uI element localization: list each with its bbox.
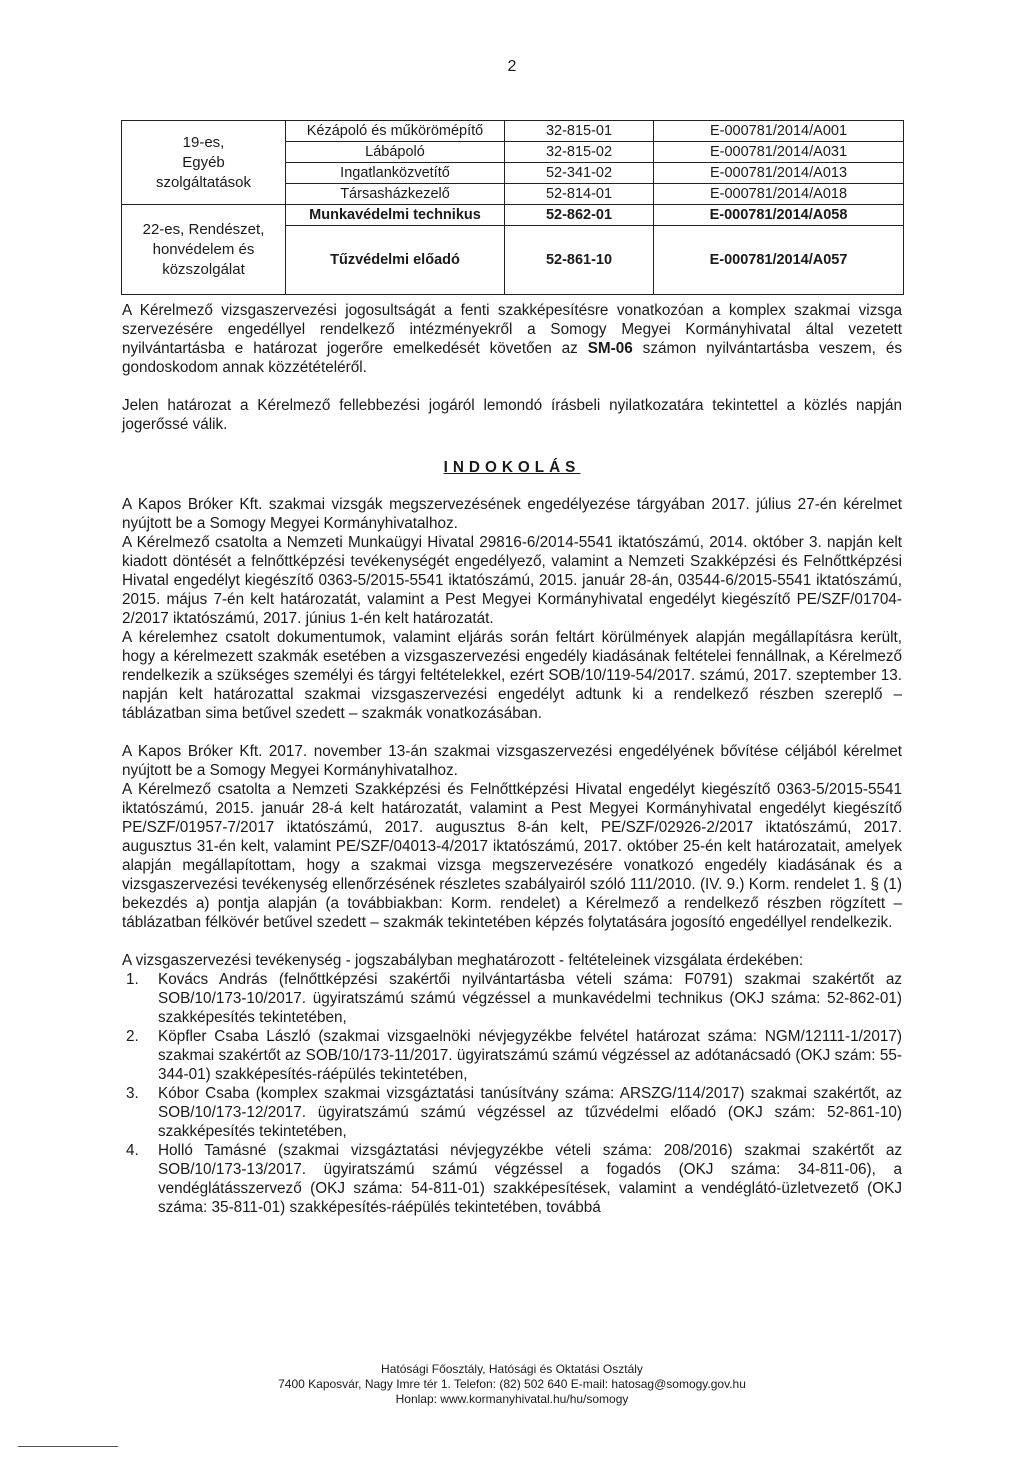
list-text: Kóbor Csaba (komplex szakmai vizsgáztatási tanúsítvány száma: ARSZG/114/2017) szakmai szakértőt, az SOB/10/173-12/2017. ügyiratszámú számú végzéssel az tűzvédelmi előadó (OKJ szám: 52-861-10) szakképesítés tekintetében, [158, 1085, 902, 1140]
footer-rule [18, 1446, 118, 1447]
qualification-name: Kézápoló és műkörömépítő [286, 121, 505, 142]
section-heading: INDOKOLÁS [443, 459, 581, 476]
okj-code: 32-815-01 [505, 121, 654, 142]
reasoning-paragraph: A Kapos Bróker Kft. szakmai vizsgák megszervezésének engedélyezése tárgyában 2017. július 27-én kérelmet nyújtott be a Somogy Megyei Kormányhivatalhoz. [122, 496, 902, 532]
registration-paragraph [122, 301, 902, 377]
page-footer [0, 1362, 1024, 1407]
qualification-table [121, 120, 904, 295]
category-line: Egyéb [182, 153, 225, 171]
footer-website: Honlap: www.kormanyhivatal.hu/hu/somogy [395, 1392, 629, 1406]
okj-code: 52-341-02 [505, 163, 654, 184]
list-text: Holló Tamásné (szakmai vizsgáztatási névjegyzékbe vételi száma: 208/2016) szakmai szakértőt az SOB/10/173-13/2017. ügyiratszámú számú végzéssel a fogadós (OKJ száma: 34-811-06), a vendéglátásszervező (OKJ száma: 54-811-01) szakképesítések, valamint a vendéglátó-üzletvezető (OKJ száma: 35-811-01) szakképesítés-ráépülés tekintetében, továbbá [158, 1142, 902, 1216]
list-intro: A vizsgaszervezési tevékenység - jogszabályban meghatározott - feltételeinek vizsgálata érdekében: [122, 952, 804, 969]
reasoning-paragraph: A Kérelmező csatolta a Nemzeti Szakképzési és Felnőttképzési Hivatal engedélyt kiegészítő 0363-5/2015-5541 iktatószámú, 2015. január 28-á kelt határozatát, valamint a Pest Megyei Kormányhivatal engedélyt kiegészítő PE/SZF/01957-7/2017 iktatószámú, 2017. augusztus 8-án kelt, PE/SZF/02926-2/2017 iktatószámú, 2017. augusztus 31-én kelt, valamint PE/SZF/04013-4/2017 iktatószámú, 2017. október 25-én kelt határozatait, amelyek alapján megállapítottam, hogy a szakmai vizsga megszervezésére vonatkozó engedély kiadásának és a vizsgaszervezési tevékenység ellenőrzésének részletes szabályairól szóló 111/2010. (IV. 9.) Korm. rendelet 1. § (1) bekezdés a) pontja alapján (a továbbiakban: Korm. rendelet) a Kérelmező a rendelkező részben rögzített – táblázatban félkövér betűvel szedett – szakmák tekintetében képzés folytatására jogosító engedéllyel rendelkezik. [122, 781, 902, 931]
finality-paragraph: Jelen határozat a Kérelmező fellebbezési jogáról lemondó írásbeli nyilatkozatára tekintettel a közlés napján jogerőssé válik. [122, 397, 902, 433]
list-number: 3. [126, 1085, 139, 1102]
text-span: számon nyilvántartásba veszem, és gondoskodom annak közzétételéről. [122, 340, 902, 376]
category-line: 22-es, Rendészet, [142, 220, 265, 238]
list-item [122, 970, 902, 1027]
registration-number: E-000781/2014/A031 [654, 142, 904, 163]
document-body [122, 301, 902, 1217]
list-number: 1. [126, 971, 139, 988]
table-row [122, 205, 904, 226]
registration-number: E-000781/2014/A058 [654, 205, 904, 226]
qualification-name: Társasházkezelő [286, 184, 505, 205]
category-cell-services [122, 121, 286, 205]
list-item [122, 1084, 902, 1141]
okj-code: 52-861-10 [505, 226, 654, 295]
footer-department: Hatósági Főosztály, Hatósági és Oktatási Osztály [381, 1362, 643, 1376]
okj-code: 32-815-02 [505, 142, 654, 163]
registration-number: E-000781/2014/A001 [654, 121, 904, 142]
okj-code: 52-814-01 [505, 184, 654, 205]
list-item [122, 1027, 902, 1084]
category-cell-law-enforcement [122, 205, 286, 295]
okj-code: 52-862-01 [505, 205, 654, 226]
reasoning-paragraph: A kérelemhez csatolt dokumentumok, valamint eljárás során feltárt körülmények alapján megállapításra került, hogy a kérelmezett szakmák esetében a vizsgaszervezési engedély kiadásának feltételei fennállnak, a Kérelmező rendelkezik a szükséges személyi és tárgyi feltételekkel, ezért SOB/10/119-54/2017. számú, 2017. szeptember 13. napján kelt határozattal szakmai vizsgaszervezési engedélyt adtunk ki a rendelkező részben szereplő – táblázatban sima betűvel szedett – szakmák vonatkozásában. [122, 629, 902, 722]
reasoning-paragraph: A Kapos Bróker Kft. 2017. november 13-án szakmai vizsgaszervezési engedélyének bővítése céljából kérelmet nyújtott be a Somogy Megyei Kormányhivatalhoz. [122, 743, 902, 779]
list-number: 2. [126, 1028, 139, 1045]
page-number: 2 [507, 58, 517, 75]
registration-number: E-000781/2014/A013 [654, 163, 904, 184]
registration-number: E-000781/2014/A018 [654, 184, 904, 205]
footer-contact: 7400 Kaposvár, Nagy Imre tér 1. Telefon: (82) 502 640 E-mail: hatosag@somogy.gov.hu [278, 1377, 746, 1391]
expert-list [122, 970, 902, 1217]
qualification-name: Munkavédelmi technikus [286, 205, 505, 226]
list-item [122, 1141, 902, 1217]
text-span: A Kérelmező vizsgaszervezési jogosultságát a fenti szakképesítésre vonatkozóan a komplex szakmai vizsga szervezésére engedéllyel rendelkező intézményekről a Somogy Megyei Kormányhivatal által vezetett nyilvántartásba e határozat jogerőre emelkedését követően az [122, 302, 902, 357]
category-line: honvédelem és [152, 240, 255, 258]
qualification-name: Ingatlanközvetítő [286, 163, 505, 184]
category-line: 19-es, [182, 133, 225, 151]
registry-number: SM-06 [587, 340, 633, 357]
reasoning-paragraph: A Kérelmező csatolta a Nemzeti Munkaügyi Hivatal 29816-6/2014-5541 iktatószámú, 2014. október 3. napján kelt kiadott döntését a felnőttképzési tevékenységét engedélyező, valamint a Nemzeti Szakképzési és Felnőttképzési Hivatal engedélyt kiegészítő 0363-5/2015-5541 iktatószámú, 2015. január 28-án, 03544-6/2015-5541 iktatószámú, 2015. május 7-én kelt határozatát, valamint a Pest Megyei Kormányhivatal engedélyt kiegészítő PE/SZF/01704-2/2017 iktatószámú, 2017. június 1-én kelt határozatát. [122, 534, 902, 627]
list-number: 4. [126, 1142, 139, 1159]
category-line: szolgáltatások [155, 173, 252, 191]
table-row [122, 121, 904, 142]
list-text: Kovács András (felnőttképzési szakértői nyilvántartásba vételi száma: F0791) szakmai szakértőt az SOB/10/173-10/2017. ügyiratszámú számú végzéssel a munkavédelmi technikus (OKJ száma: 52-862-01) szakképesítés tekintetében, [158, 971, 902, 1026]
qualification-name: Lábápoló [286, 142, 505, 163]
registration-number: E-000781/2014/A057 [654, 226, 904, 295]
qualification-name: Tűzvédelmi előadó [286, 226, 505, 295]
category-line: közszolgálat [162, 260, 245, 278]
list-text: Köpfler Csaba László (szakmai vizsgaelnöki névjegyzékbe felvétel határozat száma: NGM/12111-1/2017) szakmai szakértőt az SOB/10/173-11/2017. ügyiratszámú számú végzéssel az adótanácsadó (OKJ szám: 55-344-01) szakképesítés-ráépülés tekintetében, [158, 1028, 902, 1083]
